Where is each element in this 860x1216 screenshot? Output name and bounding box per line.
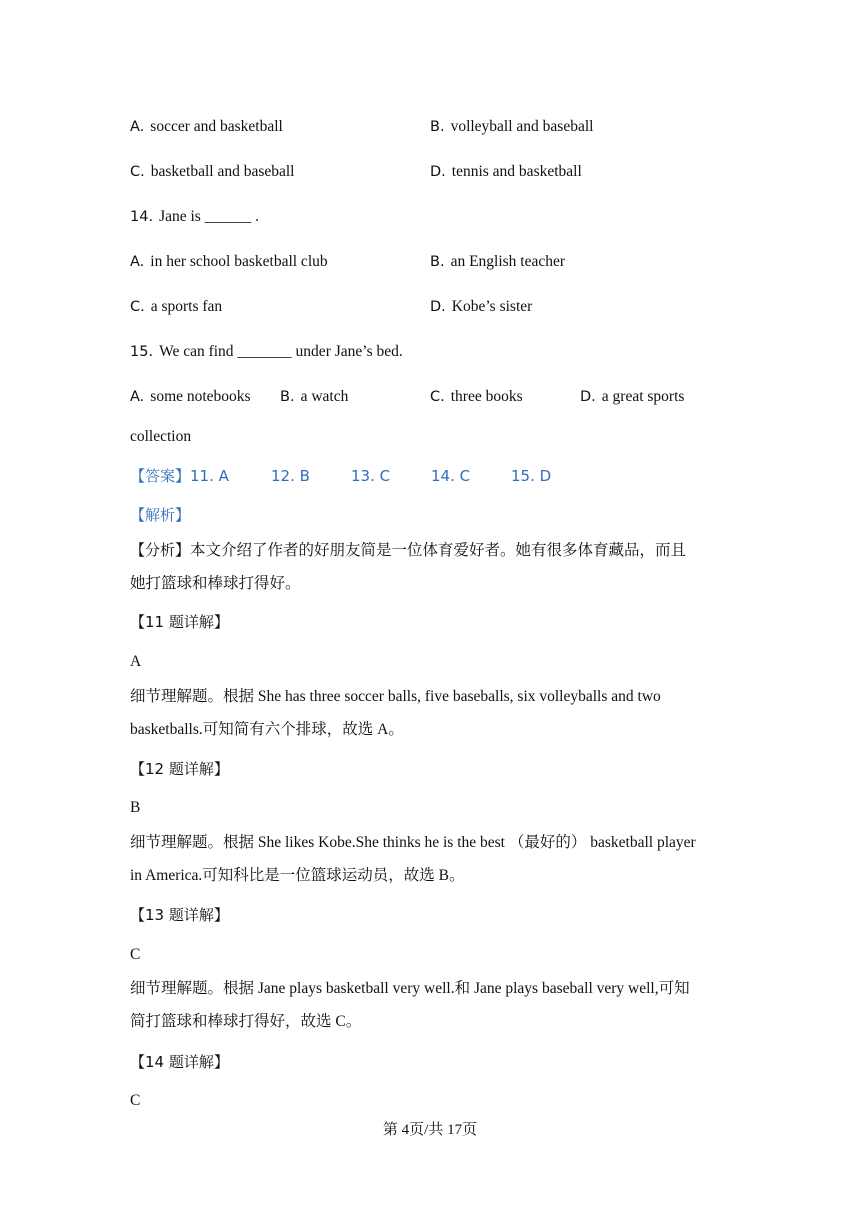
detail-13-answer: C bbox=[130, 946, 141, 963]
q14-option-a: A. in her school basketball club bbox=[130, 253, 328, 270]
q13-option-b: B. volleyball and baseball bbox=[430, 118, 594, 135]
q15-option-b: B. a watch bbox=[280, 388, 349, 405]
analysis-tag: 【分析】 bbox=[130, 541, 191, 559]
detail-13-heading: 【13 题详解】 bbox=[130, 906, 229, 924]
detail-13-explanation: 细节理解题。根据 Jane plays basketball very well.和 Jane plays baseball very well,可知 简打篮球和棒球打得好，故选 C。 bbox=[130, 980, 690, 1030]
q14-stem: 14. Jane is ______ . bbox=[130, 208, 259, 225]
detail-12-explanation: 细节理解题。根据 She likes Kobe.She thinks he is the best （最好的） basketball player in America.可知科比是一位篮球运动员，故选 B。 bbox=[130, 834, 696, 884]
q15-option-d: D. a great sports bbox=[580, 388, 685, 405]
q15-option-c: C. three books bbox=[430, 388, 523, 405]
detail-11-heading: 【11 题详解】 bbox=[130, 613, 229, 631]
q13-option-c: C. basketball and baseball bbox=[130, 163, 295, 180]
detail-14-heading: 【14 题详解】 bbox=[130, 1053, 229, 1071]
analysis-label: 【解析】 bbox=[130, 506, 191, 524]
answer-item: 15. D bbox=[511, 467, 552, 485]
q14-option-c: C. a sports fan bbox=[130, 298, 223, 315]
q14-option-d: D. Kobe’s sister bbox=[430, 298, 533, 315]
detail-11-answer: A bbox=[130, 653, 142, 670]
detail-12-answer: B bbox=[130, 799, 141, 816]
detail-11-explanation: 细节理解题。根据 She has three soccer balls, five baseballs, six volleyballs and two basketballs.可知简有六个排球，故选 A。 bbox=[130, 688, 661, 738]
answer-item: 13. C bbox=[351, 467, 391, 485]
q15-option-a: A. some notebooks bbox=[130, 388, 251, 405]
answer-label: 【答案】 bbox=[130, 467, 191, 485]
q13-option-d: D. tennis and basketball bbox=[430, 163, 582, 180]
q15-option-d-wrap: collection bbox=[130, 428, 192, 445]
detail-12-heading: 【12 题详解】 bbox=[130, 760, 229, 778]
detail-14-answer: C bbox=[130, 1092, 141, 1109]
answer-line bbox=[130, 466, 551, 487]
q14-option-b: B. an English teacher bbox=[430, 253, 566, 270]
analysis-paragraph: 【分析】本文介绍了作者的好朋友简是一位体育爱好者。她有很多体育藏品，而且 她打篮球和棒球打得好。 bbox=[130, 541, 687, 592]
q13-option-a: A. soccer and basketball bbox=[130, 118, 283, 135]
answer-item: 14. C bbox=[431, 467, 471, 485]
page-footer: 第 4页/共 17页 bbox=[382, 1122, 478, 1138]
answer-item: 12. B bbox=[271, 467, 310, 485]
answer-item: 11. A bbox=[190, 467, 229, 485]
q15-stem: 15. We can find _______ under Jane’s bed. bbox=[130, 343, 403, 360]
